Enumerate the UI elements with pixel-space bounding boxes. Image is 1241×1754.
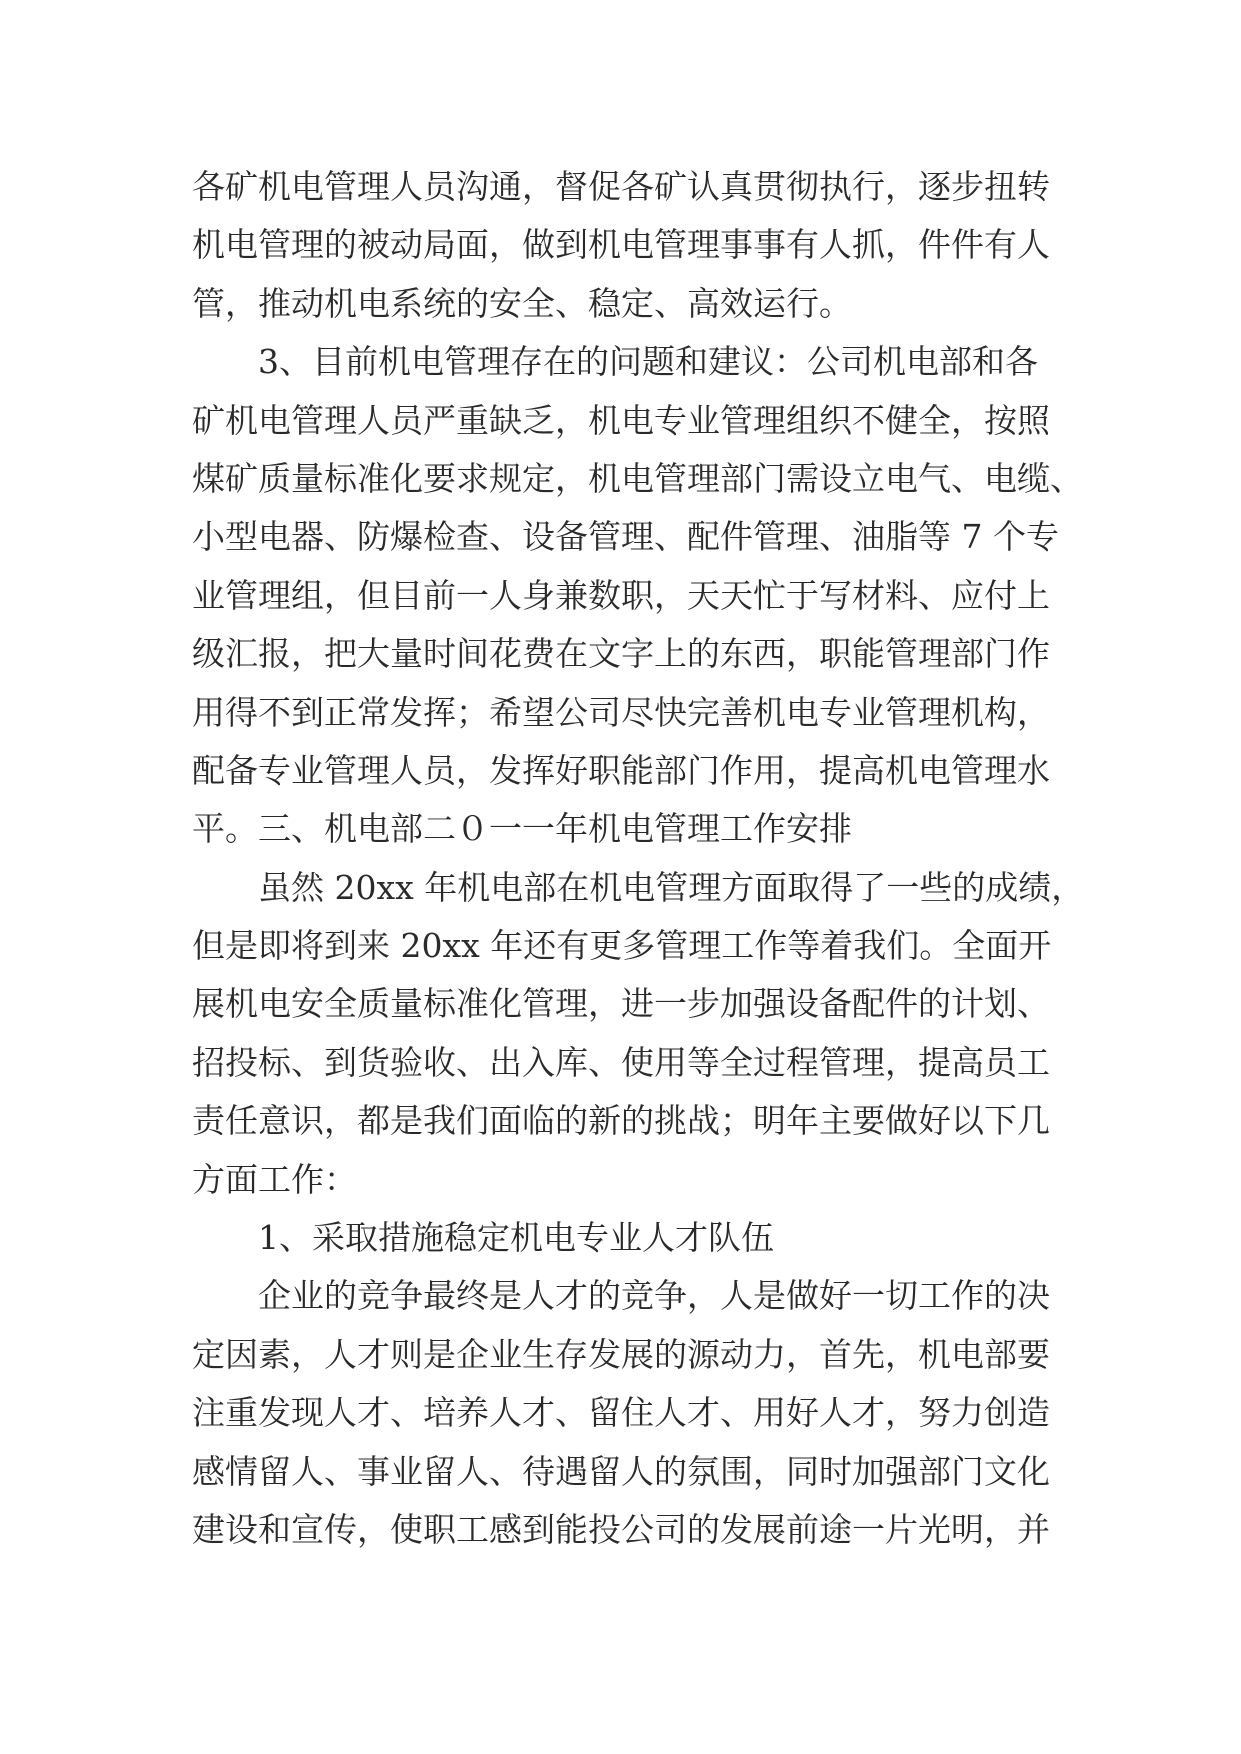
text-line: 1、采取措施稳定机电专业人才队伍 — [258, 1218, 774, 1258]
text-line: 但是即将到来 20xx 年还有更多管理工作等着我们。全面开 — [192, 926, 1052, 966]
text-line: 各矿机电管理人员沟通，督促各矿认真贯彻执行，逐步扭转 — [192, 167, 1050, 206]
text-line: 展机电安全质量标准化管理，进一步加强设备配件的计划、 — [192, 984, 1050, 1024]
text-line: 责任意识，都是我们面临的新的挑战；明年主要做好以下几 — [192, 1101, 1050, 1141]
text-line: 方面工作： — [192, 1159, 357, 1199]
text-line: 招投标、到货验收、出入库、使用等全过程管理，提高员工 — [192, 1042, 1050, 1082]
text-line: 机电管理的被动局面，做到机电管理事事有人抓，件件有人 — [192, 225, 1050, 265]
text-line: 定因素，人才则是企业生存发展的源动力，首先，机电部要 — [192, 1334, 1050, 1374]
text-line: 虽然 20xx 年机电部在机电管理方面取得了一些的成绩， — [258, 867, 1085, 907]
text-line: 注重发现人才、培养人才、留住人才、用好人才，努力创造 — [192, 1393, 1050, 1433]
text-line: 配备专业管理人员，发挥好职能部门作用，提高机电管理水 — [192, 750, 1050, 790]
text-line: 平。三、机电部二０一一年机电管理工作安排 — [192, 809, 852, 849]
text-line: 小型电器、防爆检查、设备管理、配件管理、油脂等 7 个专 — [192, 517, 1059, 557]
text-line: 感情留人、事业留人、待遇留人的氛围，同时加强部门文化 — [192, 1451, 1050, 1491]
text-line: 企业的竞争最终是人才的竞争，人是做好一切工作的决 — [258, 1276, 1050, 1316]
text-line: 业管理组，但目前一人身兼数职，天天忙于写材料、应付上 — [192, 575, 1050, 615]
text-line: 矿机电管理人员严重缺乏，机电专业管理组织不健全，按照 — [192, 400, 1050, 440]
text-line: 级汇报，把大量时间花费在文字上的东西，职能管理部门作 — [192, 634, 1050, 674]
text-line: 煤矿质量标准化要求规定，机电管理部门需设立电气、电缆、 — [192, 458, 1083, 498]
text-line: 用得不到正常发挥；希望公司尽快完善机电专业管理机构， — [192, 692, 1050, 732]
text-line: 建设和宣传，使职工感到能投公司的发展前途一片光明，并 — [192, 1509, 1050, 1549]
document-body — [192, 158, 1085, 1559]
text-line: 3、目前机电管理存在的问题和建议：公司机电部和各 — [258, 342, 1038, 382]
text-line: 管，推动机电系统的安全、稳定、高效运行。 — [192, 283, 852, 323]
